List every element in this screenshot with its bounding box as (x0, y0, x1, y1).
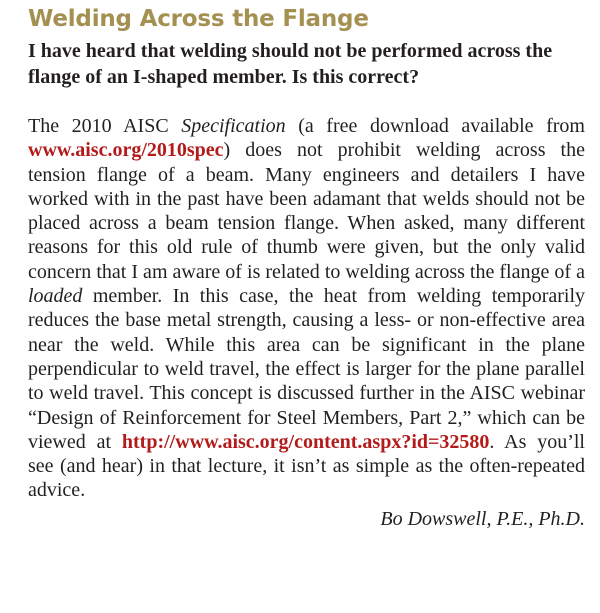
author-signature: Bo Dowswell, P.E., Ph.D. (380, 507, 585, 530)
article-title: Welding Across the Flange (28, 6, 369, 32)
spec-download-link[interactable]: www.aisc.org/2010spec (28, 139, 224, 162)
specification-italic: Specification (181, 115, 286, 137)
answer-text (28, 114, 585, 503)
webinar-link[interactable]: http://www.aisc.org/content.aspx?id=32580 (121, 430, 490, 453)
answer-segment: member. In this case, the heat from welding temporarily reduces the base metal strength, causing a less- or non-effective area near the weld. While this area can be significant in the plane perpendicular to weld travel, the effect is larger for the plane parallel to weld travel. This concept is discussed further in the AISC webinar “Design of Reinforcement for Steel Members, Part 2,” which can be viewed at (28, 285, 585, 453)
question-text: I have heard that welding should not be performed across the flange of an I-shaped member. Is this correct? (28, 40, 553, 88)
answer-segment: ) does not prohibit welding across the tension flange of a beam. Many engineers and detailers I have worked with in the past have been adamant that welds should not be placed across a beam tension flange. When asked, many different reasons for this old rule of thumb were given, but the only valid concern that I am aware of is related to welding across the flange of a (28, 139, 585, 283)
article (28, 4, 586, 532)
answer-segment: . As you’ll see (and hear) in that lecture, it isn’t as simple as the often-repeated advice. (28, 430, 585, 502)
loaded-italic: loaded (28, 285, 83, 308)
answer-segment: (a free download available from (285, 115, 585, 137)
answer-segment: The 2010 AISC (28, 115, 182, 137)
